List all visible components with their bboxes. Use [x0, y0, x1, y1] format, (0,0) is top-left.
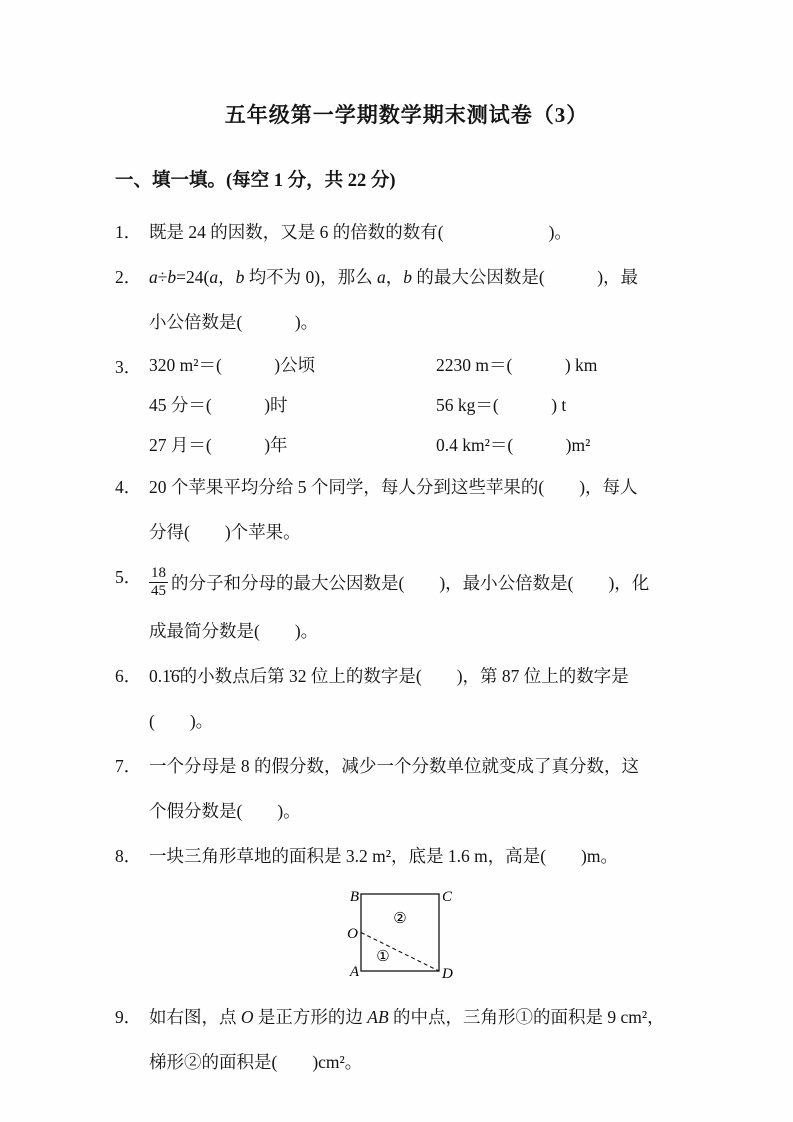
question-9: [115, 995, 698, 1085]
question-7-text-line2: 个假分数是( )。: [149, 801, 301, 821]
question-7-number: 7．: [115, 756, 142, 776]
question-3: [115, 345, 698, 465]
figure-label-O: O: [347, 926, 358, 942]
figure-label-B: B: [349, 889, 359, 905]
question-9-text-line1: 如右图，点 O 是正方形的边 AB 的中点，三角形①的面积是 9 cm²，: [149, 1007, 665, 1027]
question-5-text-after-fraction: 的分子和分母的最大公因数是( )，最小公倍数是( )，化: [171, 572, 650, 593]
conversion-item: 27 月＝( )年: [149, 435, 288, 455]
question-3-row-1: [149, 345, 698, 385]
square-diagram: [343, 885, 471, 989]
square-outline: [361, 894, 439, 971]
conversion-item: 320 m²＝( )公顷: [149, 355, 316, 375]
fraction-18-45: [149, 565, 168, 600]
question-2-number: 2．: [115, 267, 142, 287]
question-4-number: 4．: [115, 477, 142, 497]
question-8: [115, 834, 698, 879]
fraction-denominator: 45: [151, 582, 166, 599]
conversion-item: 0.4 km²＝( )m²: [436, 435, 591, 455]
question-7: [115, 744, 698, 834]
question-8-number: 8．: [115, 846, 142, 866]
question-3-row-3: [149, 425, 698, 465]
conversion-item: 45 分＝( )时: [149, 395, 288, 415]
figure-region-2-label: ②: [393, 911, 407, 927]
question-5-number: 5．: [115, 567, 142, 587]
question-2: [115, 255, 698, 345]
question-9-number: 9．: [115, 1007, 142, 1027]
conversion-item: 56 kg＝( ) t: [436, 395, 567, 415]
page-title: 五年级第一学期数学期末测试卷（3）: [224, 103, 589, 127]
question-1-number: 1．: [115, 222, 142, 242]
question-4: [115, 465, 698, 555]
question-6-text-line2: ( )。: [149, 711, 214, 731]
question-1-text: 既是 24 的因数，又是 6 的倍数的数有( )。: [149, 222, 572, 242]
question-5-text-line1: [149, 555, 698, 609]
question-4-text-line1: 20 个苹果平均分给 5 个同学，每人分到这些苹果的( )，每人: [149, 477, 638, 497]
question-6-number: 6．: [115, 666, 142, 686]
figure-label-C: C: [442, 889, 453, 905]
fraction-numerator: 18: [151, 564, 166, 581]
conversion-item: 2230 m＝( ) km: [436, 355, 598, 375]
question-6: [115, 654, 698, 744]
question-4-text-line2: 分得( )个苹果。: [149, 522, 301, 542]
question-7-text-line1: 一个分母是 8 的假分数，减少一个分数单位就变成了真分数，这: [149, 756, 639, 776]
square-figure: [343, 885, 698, 989]
question-2-text-line1: a÷b=24(a，b 均不为 0)，那么 a，b 的最大公因数是( )，最: [149, 267, 639, 287]
section-heading: 一、填一填。(每空 1 分，共 22 分): [115, 171, 396, 191]
question-3-number: 3．: [115, 357, 142, 377]
question-1: [115, 210, 698, 255]
figure-label-D: D: [442, 966, 453, 982]
question-2-text-line2: 小公倍数是( )。: [149, 312, 319, 332]
question-6-text-line1: 0.1̇6̇的小数点后第 32 位上的数字是( )，第 87 位上的数字是: [149, 666, 629, 686]
question-8-text: 一块三角形草地的面积是 3.2 m²，底是 1.6 m，高是( )m。: [149, 846, 618, 866]
question-5-text-line2: 成最简分数是( )。: [149, 621, 319, 641]
question-5: [115, 555, 698, 654]
dashed-line-O-D: [361, 933, 439, 972]
figure-region-1-label: ①: [376, 949, 390, 965]
figure-label-A: A: [349, 964, 359, 980]
question-9-text-line2: 梯形②的面积是( )cm²。: [149, 1052, 363, 1072]
question-3-row-2: [149, 385, 698, 425]
